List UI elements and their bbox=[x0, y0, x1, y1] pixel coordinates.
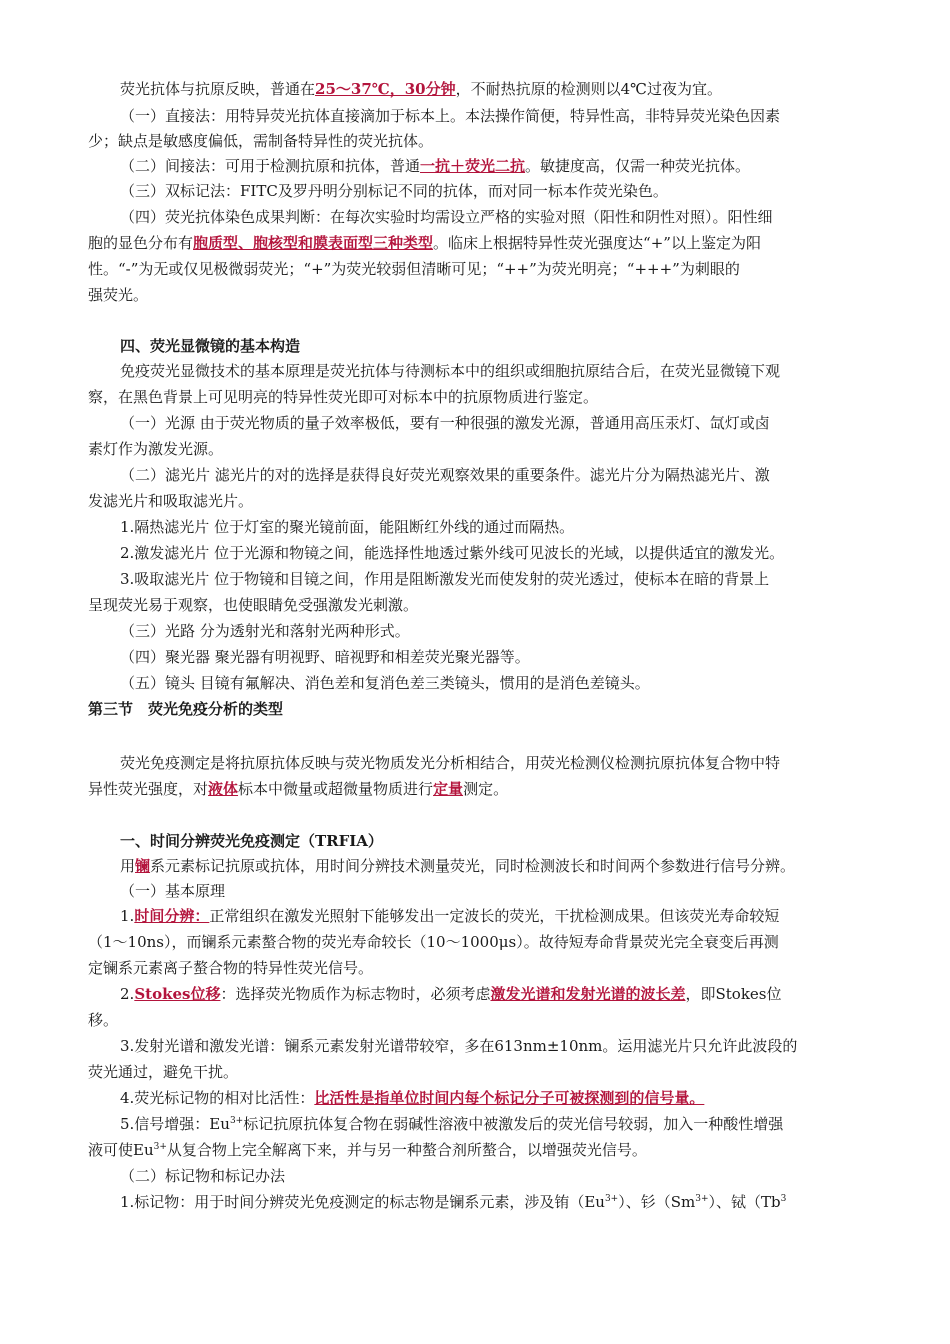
text-line bbox=[0, 259, 950, 279]
text-segment: 定镧系元素离子螯合物的特异性荧光信号。 bbox=[88, 959, 374, 977]
text-line bbox=[0, 361, 950, 381]
text-segment: 第三节 荧光免疫分析的类型 bbox=[88, 700, 284, 718]
text-segment: 从复合物上完全解离下来，并与另一种螯合剂所螯合，以增强荧光信号。 bbox=[166, 1141, 647, 1159]
text-line bbox=[0, 984, 950, 1004]
text-segment: 发滤光片和吸取滤光片。 bbox=[88, 492, 254, 510]
text-line bbox=[0, 131, 950, 151]
superscript: 3+ bbox=[695, 1194, 709, 1204]
text-line bbox=[0, 79, 950, 99]
text-segment: 荧光抗体与抗原反映，普通在 bbox=[120, 80, 316, 98]
text-line bbox=[0, 699, 950, 719]
text-segment: （四）荧光抗体染色成果判断：在每次实验时均需设立严格的实验对照（阳性和阴性对照）。阳性细 bbox=[120, 208, 773, 226]
text-line bbox=[0, 181, 950, 201]
text-segment: 少；缺点是敏感度偏低，需制备特异性的荧光抗体。 bbox=[88, 132, 434, 150]
text-segment: （二）间接法：可用于检测抗原和抗体，普通 bbox=[120, 157, 421, 175]
text-line bbox=[0, 336, 950, 356]
text-segment: 标本中微量或超微量物质进行 bbox=[238, 780, 434, 798]
text-segment: 一、时间分辨荧光免疫测定（TRFIA） bbox=[120, 832, 383, 850]
highlighted-term: 激发光谱和发射光谱的波长差 bbox=[490, 985, 686, 1003]
text-line bbox=[0, 207, 950, 227]
text-segment: 异性荧光强度，对 bbox=[88, 780, 209, 798]
text-line bbox=[0, 958, 950, 978]
text-segment: 3.发射光谱和激发光谱：镧系元素发射光谱带较窄，多在613nm±10nm。运用滤光片只允许此波段的 bbox=[120, 1037, 798, 1055]
text-segment: 4.荧光标记物的相对比活性： bbox=[120, 1089, 315, 1107]
text-line bbox=[0, 647, 950, 667]
text-segment: 1.隔热滤光片 位于灯室的聚光镜前面，能阻断红外线的通过而隔热。 bbox=[120, 518, 575, 536]
text-line bbox=[0, 387, 950, 407]
text-segment: 2. bbox=[120, 985, 135, 1003]
text-line bbox=[0, 156, 950, 176]
text-line bbox=[0, 517, 950, 537]
text-segment: 。敏捷度高，仅需一种荧光抗体。 bbox=[525, 157, 751, 175]
text-line bbox=[0, 491, 950, 511]
text-segment: 性。“-”为无或仅见极微弱荧光；“+”为荧光较弱但清晰可见；“++”为荧光明亮；“+++”为刺眼的 bbox=[88, 260, 740, 278]
text-line bbox=[0, 1088, 950, 1108]
text-line bbox=[0, 673, 950, 693]
highlighted-term: 胞质型、胞核型和膜表面型三种类型 bbox=[193, 234, 434, 252]
text-segment: 5.信号增强：Eu bbox=[120, 1115, 230, 1133]
text-segment: 正常组织在激发光照射下能够发出一定波长的荧光，干扰检测成果。但该荧光寿命较短 bbox=[209, 907, 780, 925]
text-segment: 测定。 bbox=[463, 780, 509, 798]
text-line bbox=[0, 753, 950, 773]
text-segment: （一）基本原理 bbox=[120, 882, 226, 900]
text-line bbox=[0, 831, 950, 851]
text-segment: ）、钐（Sm bbox=[618, 1193, 696, 1211]
superscript: 3 bbox=[780, 1194, 787, 1204]
text-segment: 1.标记物：用于时间分辨荧光免疫测定的标志物是镧系元素，涉及铕（Eu bbox=[120, 1193, 605, 1211]
text-line bbox=[0, 1166, 950, 1186]
text-line bbox=[0, 595, 950, 615]
text-line bbox=[0, 856, 950, 876]
superscript: 3+ bbox=[229, 1116, 244, 1126]
text-segment: 免疫荧光显微技术的基本原理是荧光抗体与待测标本中的组织或细胞抗原结合后，在荧光显微镜下观 bbox=[120, 362, 781, 380]
highlighted-term: 时间分辨： bbox=[134, 907, 210, 925]
text-segment: 系元素标记抗原或抗体，用时间分辨技术测量荧光，同时检测波长和时间两个参数进行信号分辨。 bbox=[150, 857, 796, 875]
text-line bbox=[0, 465, 950, 485]
text-segment: 荧光通过，避免干扰。 bbox=[88, 1063, 239, 1081]
text-segment: （四）聚光器 聚光器有明视野、暗视野和相差荧光聚光器等。 bbox=[120, 648, 530, 666]
text-segment: 察，在黑色背景上可见明亮的特异性荧光即可对标本中的抗原物质进行鉴定。 bbox=[88, 388, 599, 406]
text-segment: ）、铽（Tb bbox=[708, 1193, 781, 1211]
highlighted-term: 比活性是指单位时间内每个标记分子可被探测到的信号量。 bbox=[314, 1089, 705, 1107]
text-line bbox=[0, 621, 950, 641]
text-segment: 荧光免疫测定是将抗原抗体反映与荧光物质发光分析相结合，用荧光检测仪检测抗原抗体复合物中特 bbox=[120, 754, 781, 772]
text-segment: （三）光路 分为透射光和落射光两种形式。 bbox=[120, 622, 410, 640]
superscript: 3+ bbox=[604, 1194, 619, 1204]
highlighted-term: 定量 bbox=[433, 780, 464, 798]
highlighted-term: 25～37℃，30分钟 bbox=[315, 80, 456, 98]
text-segment: ：选择荧光物质作为标志物时，必须考虑 bbox=[220, 985, 491, 1003]
text-line bbox=[0, 439, 950, 459]
text-line bbox=[0, 1114, 950, 1134]
text-line bbox=[0, 881, 950, 901]
text-segment: 标记抗原抗体复合物在弱碱性溶液中被激发后的荧光信号较弱，加入一种酸性增强 bbox=[243, 1115, 784, 1133]
text-segment: 。临床上根据特异性荧光强度达“+”以上鉴定为阳 bbox=[433, 234, 761, 252]
text-line bbox=[0, 413, 950, 433]
text-segment: 1. bbox=[120, 907, 135, 925]
superscript: 3+ bbox=[153, 1142, 167, 1152]
text-line bbox=[0, 543, 950, 563]
text-line bbox=[0, 1140, 950, 1160]
text-segment: （一）直接法：用特异荧光抗体直接滴加于标本上。本法操作简便，特异性高，非特异荧光染色因素 bbox=[120, 107, 781, 125]
highlighted-term: 镧 bbox=[135, 857, 151, 875]
text-segment: 3.吸取滤光片 位于物镜和目镜之间，作用是阻断激发光而使发射的荧光透过，使标本在暗的背景上 bbox=[120, 570, 770, 588]
highlighted-term: Stokes位移 bbox=[134, 985, 221, 1003]
text-segment: ，即Stokes位 bbox=[685, 985, 782, 1003]
text-line bbox=[0, 1062, 950, 1082]
text-line bbox=[0, 1036, 950, 1056]
text-segment: 移。 bbox=[88, 1011, 119, 1029]
text-segment: 素灯作为激发光源。 bbox=[88, 440, 224, 458]
highlighted-term: 一抗＋荧光二抗 bbox=[420, 157, 526, 175]
text-line bbox=[0, 779, 950, 799]
text-segment: （1～10ns），而镧系元素螯合物的荧光寿命较长（10～1000μs）。故待短寿命背景荧光完全衰变后再测 bbox=[88, 933, 779, 951]
text-segment: 强荧光。 bbox=[88, 286, 149, 304]
text-segment: 用 bbox=[120, 857, 136, 875]
text-line bbox=[0, 1010, 950, 1030]
text-line bbox=[0, 285, 950, 305]
text-segment: （三）双标记法：FITC及罗丹明分别标记不同的抗体，而对同一标本作荧光染色。 bbox=[120, 182, 668, 200]
text-line bbox=[0, 932, 950, 952]
text-segment: 2.激发滤光片 位于光源和物镜之间，能选择性地透过紫外线可见波长的光域，以提供适宜的激发光。 bbox=[120, 544, 785, 562]
text-line bbox=[0, 906, 950, 926]
text-segment: 四、荧光显微镜的基本构造 bbox=[120, 337, 301, 355]
text-segment: （二）标记物和标记办法 bbox=[120, 1167, 286, 1185]
text-line bbox=[0, 106, 950, 126]
highlighted-term: 液体 bbox=[208, 780, 239, 798]
text-segment: （二）滤光片 滤光片的对的选择是获得良好荧光观察效果的重要条件。滤光片分为隔热滤光片、激 bbox=[120, 466, 770, 484]
text-segment: ，不耐热抗原的检测则以4℃过夜为宜。 bbox=[455, 80, 722, 98]
text-segment: 胞的显色分布有 bbox=[88, 234, 194, 252]
text-segment: 呈现荧光易于观察，也使眼睛免受强激发光刺激。 bbox=[88, 596, 419, 614]
text-segment: （一）光源 由于荧光物质的量子效率极低，要有一种很强的激发光源，普通用高压汞灯、氙灯或卤 bbox=[120, 414, 770, 432]
text-line bbox=[0, 569, 950, 589]
text-segment: 液可使Eu bbox=[88, 1141, 154, 1159]
text-line bbox=[0, 233, 950, 253]
text-segment: （五）镜头 目镜有氟解决、消色差和复消色差三类镜头，惯用的是消色差镜头。 bbox=[120, 674, 650, 692]
text-line bbox=[0, 1192, 950, 1212]
